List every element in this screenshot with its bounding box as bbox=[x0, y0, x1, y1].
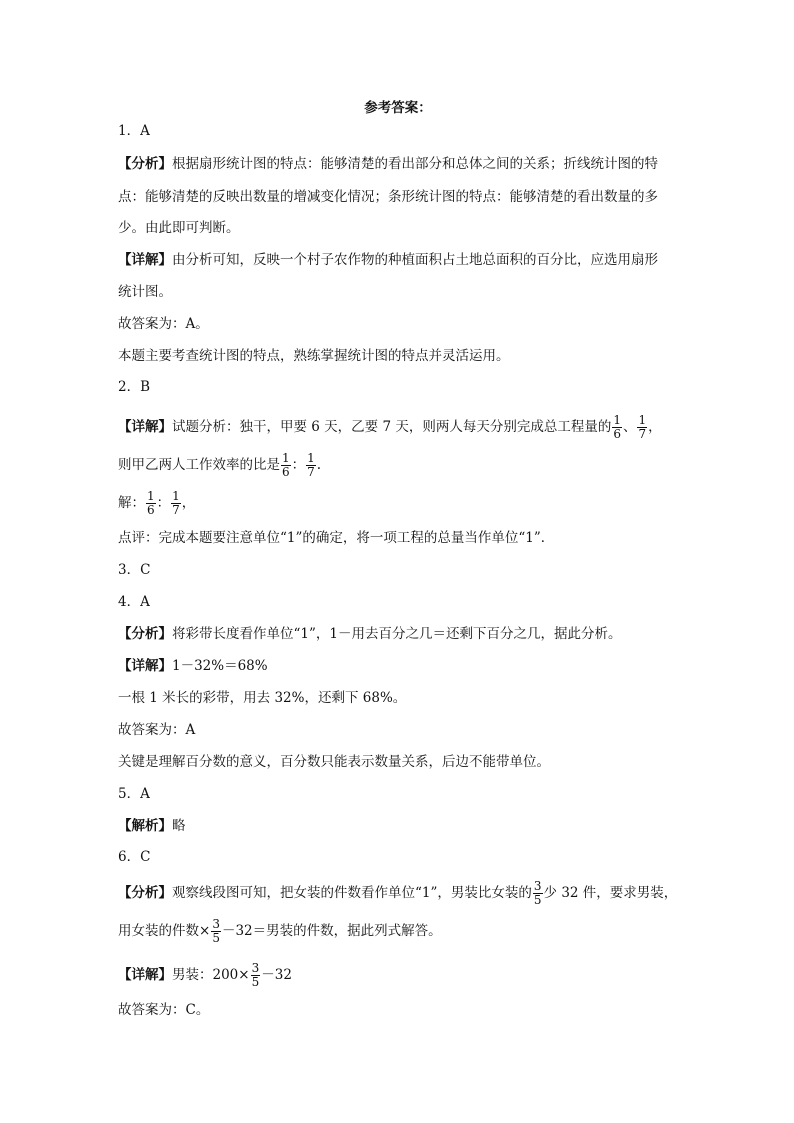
q5-parse-text: 略 bbox=[172, 818, 186, 834]
q4-number: 4．A bbox=[118, 594, 150, 610]
q6-analysis-text-2b: －32＝男装的件数，据此列式解答。 bbox=[221, 923, 442, 939]
analysis-tag: 【分析】 bbox=[118, 626, 172, 642]
ratio-colon: ： bbox=[156, 495, 171, 511]
q1-number: 1．A bbox=[118, 123, 150, 139]
fraction-one-sixth: $\frac{1}{6}$ bbox=[147, 489, 155, 517]
q2-solution bbox=[118, 490, 678, 517]
detail-tag: 【详解】 bbox=[118, 252, 172, 268]
separator: ， bbox=[181, 495, 196, 511]
detail-tag: 【详解】 bbox=[118, 419, 172, 435]
q4-answer: 故答案为：A bbox=[118, 722, 196, 738]
q1-detail-line-1 bbox=[118, 250, 678, 270]
fraction-one-seventh: $\frac{1}{7}$ bbox=[172, 489, 180, 517]
q1-analysis-line-3: 少。由此即可判断。 bbox=[118, 220, 240, 236]
period: . bbox=[316, 457, 322, 473]
q5-parse bbox=[118, 816, 678, 836]
q1-analysis-line-1 bbox=[118, 154, 678, 174]
q4-line: 一根 1 米长的彩带，用去 32%，还剩下 68%。 bbox=[118, 690, 407, 706]
q1-answer: 故答案为：A。 bbox=[118, 316, 209, 332]
q6-detail bbox=[118, 962, 678, 989]
fraction-three-fifths: $\frac{3}{5}$ bbox=[212, 917, 220, 945]
q4-note: 关键是理解百分数的意义，百分数只能表示数量关系，后边不能带单位。 bbox=[118, 754, 550, 770]
q6-analysis-text-2a: 用女装的件数× bbox=[118, 923, 211, 939]
q2-detail-text-1: 试题分析：独干，甲要 6 天，乙要 7 天，则两人每天分别完成总工程量的 bbox=[172, 419, 612, 435]
fraction-three-fifths: $\frac{3}{5}$ bbox=[533, 879, 542, 907]
q6-analysis-line-2 bbox=[118, 918, 678, 945]
page-title: 参考答案： bbox=[364, 100, 432, 116]
fraction-one-sixth: $\frac{1}{6}$ bbox=[613, 413, 621, 441]
analysis-tag: 【分析】 bbox=[118, 156, 172, 172]
q2-number: 2．B bbox=[118, 379, 151, 395]
fraction-one-seventh: $\frac{1}{7}$ bbox=[307, 451, 315, 479]
q2-detail-line-2 bbox=[118, 452, 678, 479]
q4-analysis bbox=[118, 624, 678, 644]
q6-detail-text-b: －32 bbox=[261, 967, 292, 983]
fraction-one-sixth: $\frac{1}{6}$ bbox=[282, 451, 290, 479]
separator: ， bbox=[648, 419, 662, 435]
analysis-tag: 【分析】 bbox=[118, 885, 172, 901]
q1-detail-line-2: 统计图。 bbox=[118, 284, 172, 300]
q6-analysis-line-1 bbox=[118, 880, 678, 907]
q6-analysis-text-1b: 少 32 件，要求男装， bbox=[543, 885, 678, 901]
q2-detail-text-2: 则甲乙两人工作效率的比是 bbox=[118, 457, 280, 473]
q2-detail-line-1 bbox=[118, 414, 678, 441]
ratio-colon: ： bbox=[291, 457, 306, 473]
q4-analysis-text: 将彩带长度看作单位“1”，1－用去百分之几＝还剩下百分之几，据此分析。 bbox=[172, 626, 622, 642]
solution-label: 解： bbox=[118, 495, 145, 511]
detail-tag: 【详解】 bbox=[118, 967, 172, 983]
fraction-three-fifths: $\frac{3}{5}$ bbox=[251, 961, 260, 989]
q3-number: 3．C bbox=[118, 562, 151, 578]
q4-detail bbox=[118, 656, 678, 676]
q2-comment: 点评：完成本题要注意单位“1”的确定，将一项工程的总量当作单位“1”． bbox=[118, 530, 555, 546]
q6-detail-text-a: 男装：200× bbox=[172, 967, 250, 983]
fraction-one-seventh: $\frac{1}{7}$ bbox=[638, 413, 647, 441]
q1-analysis-text-1: 根据扇形统计图的特点：能够清楚的看出部分和总体之间的关系；折线统计图的特 bbox=[172, 156, 658, 172]
q6-analysis-text-1a: 观察线段图可知，把女装的件数看作单位“1”，男装比女装的 bbox=[172, 885, 532, 901]
q5-number: 5．A bbox=[118, 786, 150, 802]
q1-detail-text-1: 由分析可知，反映一个村子农作物的种植面积占土地总面积的百分比，应选用扇形 bbox=[172, 252, 658, 268]
parse-tag: 【解析】 bbox=[118, 818, 172, 834]
q1-analysis-line-2: 点：能够清楚的反映出数量的增减变化情况；条形统计图的特点：能够清楚的看出数量的多 bbox=[118, 189, 658, 205]
detail-tag: 【详解】 bbox=[118, 658, 172, 674]
q4-detail-text: 1－32%＝68% bbox=[172, 658, 268, 674]
q1-note: 本题主要考查统计图的特点，熟练掌握统计图的特点并灵活运用。 bbox=[118, 348, 510, 364]
q6-answer: 故答案为：C。 bbox=[118, 1002, 210, 1018]
separator: 、 bbox=[622, 419, 637, 435]
q6-number: 6．C bbox=[118, 849, 151, 865]
